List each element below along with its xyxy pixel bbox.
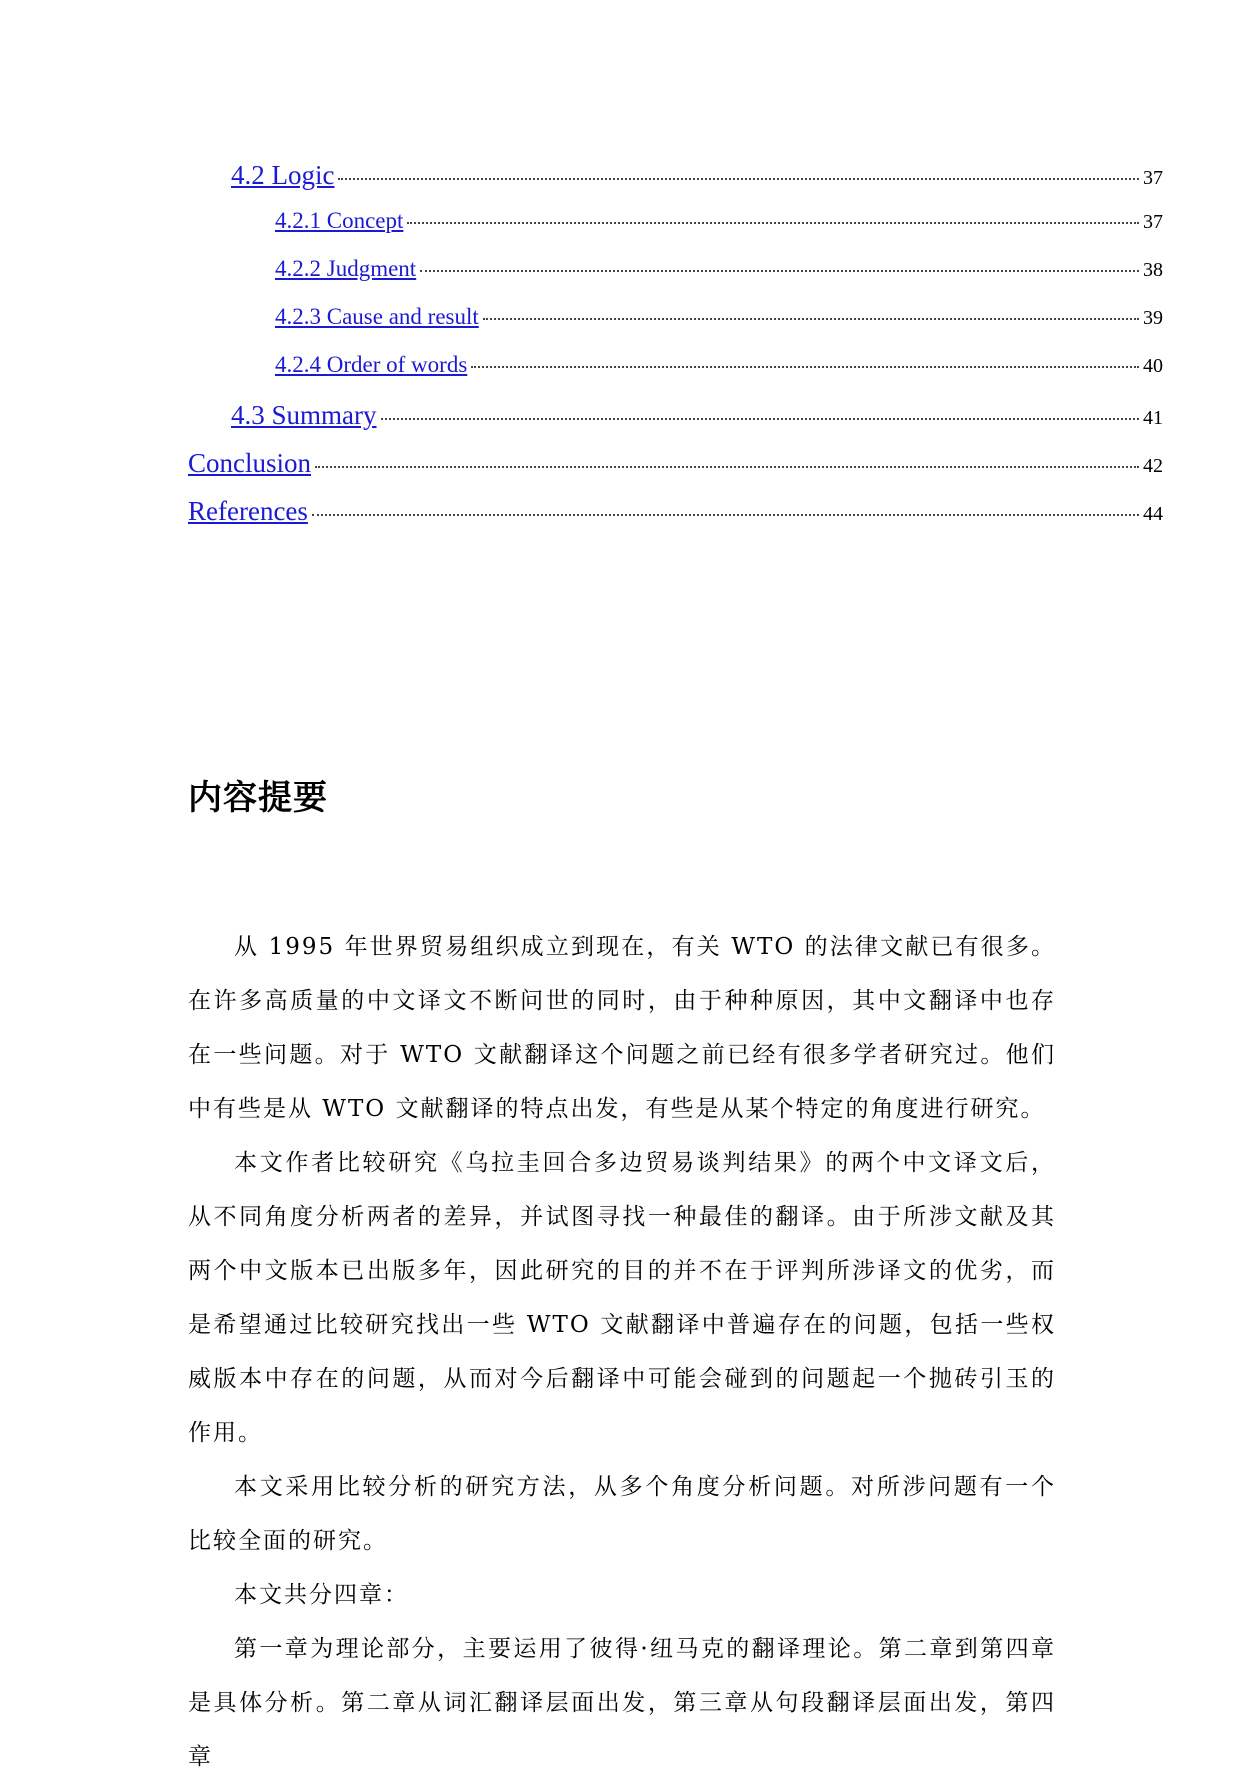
toc-page-number: 40 <box>1143 355 1163 377</box>
dot-leader <box>381 418 1140 420</box>
toc-link-label[interactable]: References <box>188 496 308 526</box>
toc-page-number: 44 <box>1143 503 1163 525</box>
abstract-heading: 内容提要 <box>188 778 328 818</box>
abstract-paragraph: 本文作者比较研究《乌拉圭回合多边贸易谈判结果》的两个中文译文后，从不同角度分析两者的差异，并试图寻找一种最佳的翻译。由于所涉文献及其两个中文版本已出版多年，因此研究的目的并不在于评判所涉译文的优劣，而是希望通过比较研究找出一些 WTO 文献翻译中普遍存在的问题，包括一些权威版本中存在的问题，从而对今后翻译中可能会碰到的问题起一个抛砖引玉的作用。 <box>188 1150 1056 1446</box>
toc-page-number: 42 <box>1143 455 1163 477</box>
toc-link-label[interactable]: 4.2 Logic <box>231 160 335 190</box>
dot-leader <box>471 366 1139 368</box>
toc-entry-4-3[interactable] <box>188 400 1163 448</box>
abstract-paragraph: 本文采用比较分析的研究方法，从多个角度分析问题。对所涉问题有一个比较全面的研究。 <box>188 1474 1056 1554</box>
dot-leader <box>312 514 1139 516</box>
abstract-paragraph: 本文共分四章： <box>234 1582 409 1608</box>
toc-link-label[interactable]: 4.3 Summary <box>231 400 377 430</box>
abstract-paragraph: 第一章为理论部分，主要运用了彼得·纽马克的翻译理论。第二章到第四章是具体分析。第二章从词汇翻译层面出发，第三章从句段翻译层面出发，第四章 <box>188 1636 1056 1770</box>
toc-entry-4-2-4[interactable] <box>188 352 1163 400</box>
toc-entry-4-2[interactable] <box>188 160 1163 208</box>
toc-link-label[interactable]: 4.2.3 Cause and result <box>275 304 479 329</box>
toc-entry-references[interactable] <box>188 496 1163 544</box>
toc-page-number: 37 <box>1143 167 1163 189</box>
dot-leader <box>407 222 1139 224</box>
toc-page-number: 41 <box>1143 407 1163 429</box>
toc-entry-4-2-1[interactable] <box>188 208 1163 256</box>
toc-entry-4-2-2[interactable] <box>188 256 1163 304</box>
toc-entry-conclusion[interactable] <box>188 448 1163 496</box>
toc-link-label[interactable]: 4.2.2 Judgment <box>275 256 417 281</box>
table-of-contents <box>188 160 1163 544</box>
toc-page-number: 38 <box>1143 259 1163 281</box>
abstract-body <box>188 920 1056 1784</box>
dot-leader <box>338 178 1139 180</box>
toc-link-label[interactable]: 4.2.4 Order of words <box>275 352 468 377</box>
toc-link-label[interactable]: Conclusion <box>188 448 312 478</box>
toc-page-number: 39 <box>1143 307 1163 329</box>
toc-page-number: 37 <box>1143 211 1163 233</box>
toc-link-label[interactable]: 4.2.1 Concept <box>275 208 404 233</box>
abstract-paragraph: 从 1995 年世界贸易组织成立到现在，有关 WTO 的法律文献已有很多。在许多高质量的中文译文不断问世的同时，由于种种原因，其中文翻译中也存在一些问题。对于 WTO 文献翻译这个问题之前已经有很多学者研究过。他们中有些是从 WTO 文献翻译的特点出发，有些是从某个特定的角度进行研究。 <box>188 934 1056 1122</box>
dot-leader <box>483 318 1139 320</box>
dot-leader <box>420 270 1139 272</box>
dot-leader <box>315 466 1139 468</box>
toc-entry-4-2-3[interactable] <box>188 304 1163 352</box>
